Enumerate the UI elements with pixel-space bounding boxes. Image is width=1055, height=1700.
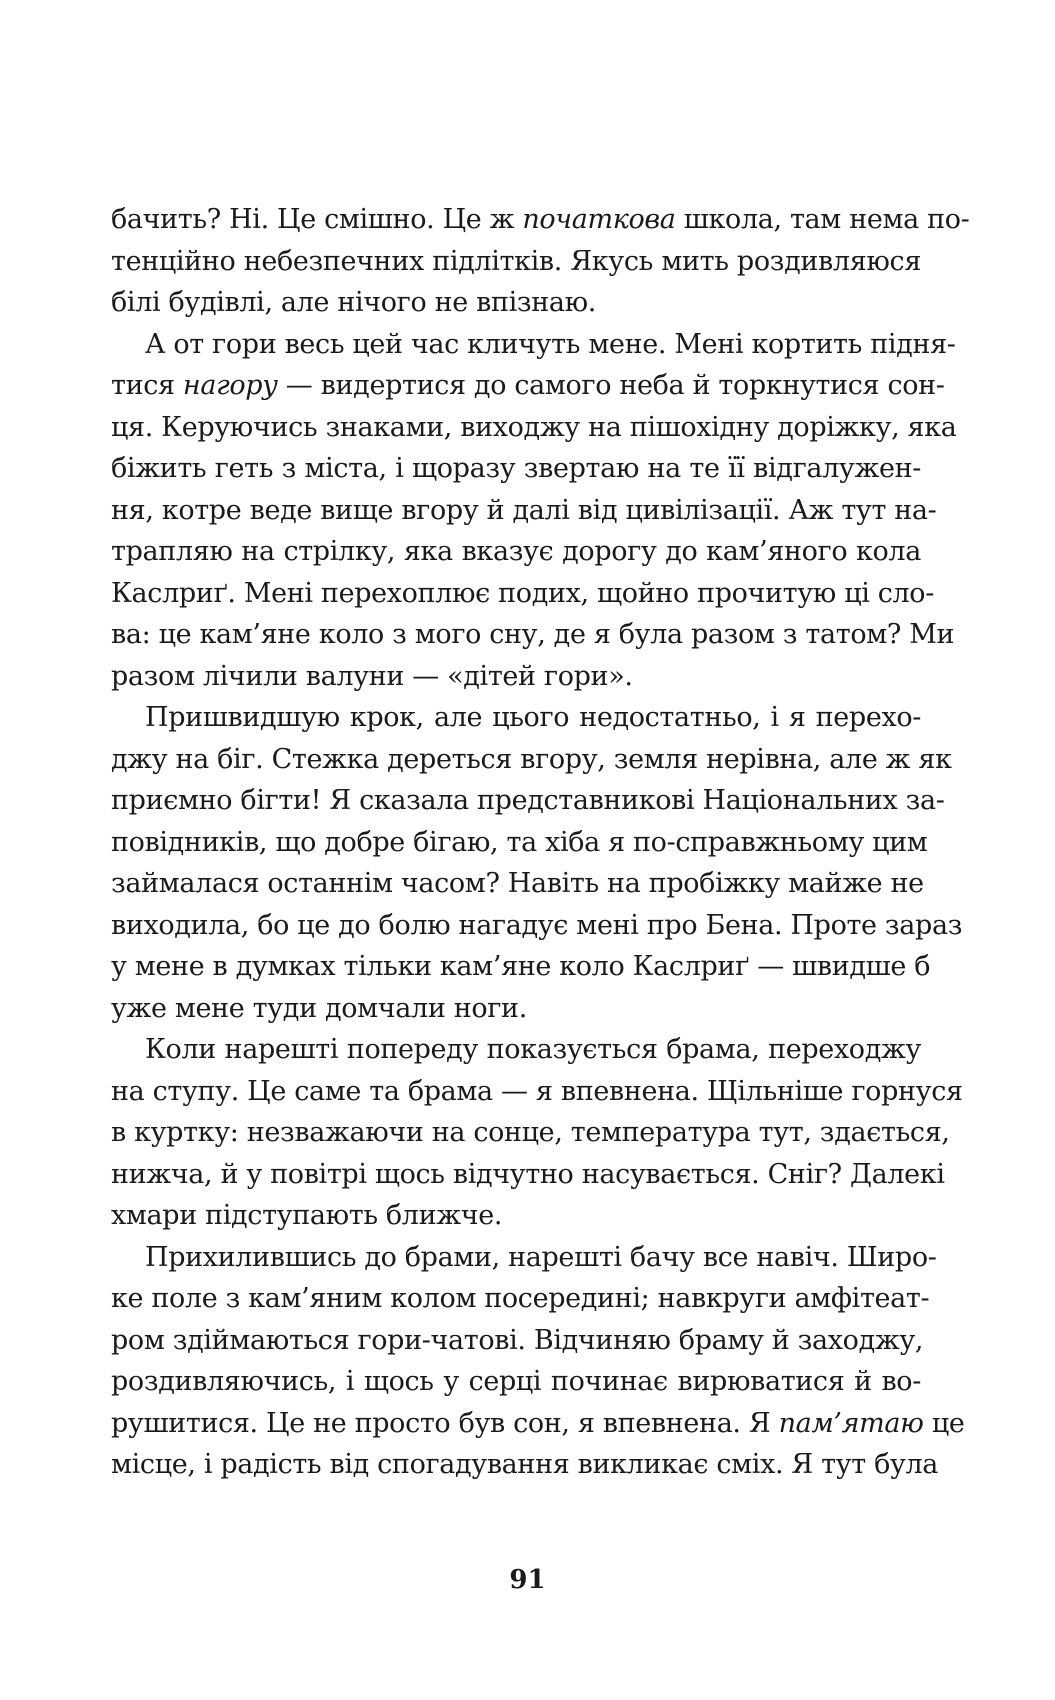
text-line <box>111 573 934 615</box>
text-line <box>111 1237 937 1279</box>
text-span: Коли нарешті попереду показується брама, переходжу <box>145 1034 921 1065</box>
text-line <box>111 1195 921 1237</box>
text-line <box>111 241 921 283</box>
text-line <box>111 531 921 573</box>
text-span: хмари підступають ближче. <box>111 1200 503 1231</box>
text-line <box>111 448 921 490</box>
paragraph <box>111 1029 963 1237</box>
text-line <box>111 946 931 988</box>
text-span: у мене в думках тільки кам’яне коло Каслриґ — швидше б <box>111 951 931 982</box>
text-line <box>111 365 945 407</box>
text-span: трапляю на стрілку, яка вказує дорогу до кам’яного кола <box>111 536 921 567</box>
text-span: Каслриґ. Мені перехоплює подих, щойно прочитую ці сло- <box>111 577 934 609</box>
text-span: займалася останнім часом? Навіть на пробіжку майже не <box>111 868 924 899</box>
text-span: Пришвидшую крок, але цього недостатньо, і я перехо- <box>145 702 921 733</box>
text-line <box>111 739 952 781</box>
text-span: ва: це кам’яне коло з мого сну, де я була разом з татом? Ми <box>111 619 955 650</box>
text-span: ром здіймаються гори-чатові. Відчиняю браму й заходжу, <box>111 1324 924 1356</box>
italic-text: початкова <box>522 204 676 235</box>
paragraph <box>111 199 970 324</box>
text-line <box>111 905 963 947</box>
text-span: приємно бігти! Я сказала представникові Національних за- <box>111 785 945 816</box>
text-span: А от гори весь цей час кличуть мене. Мені кортить підня- <box>145 328 956 360</box>
text-span: ня, котре веде вище вгору й далі від цивілізації. Аж тут на- <box>111 494 937 526</box>
text-span: школа, там нема по- <box>675 204 970 235</box>
text-span: Прихилившись до брами, нарешті бачу все навіч. Широ- <box>145 1241 937 1273</box>
text-line <box>111 1071 963 1113</box>
text-line <box>111 1112 950 1154</box>
text-line <box>111 407 957 449</box>
text-line <box>111 1361 921 1403</box>
text-span: роздивляючись, і щось у серці починає вирюватися й во- <box>111 1366 921 1397</box>
text-line <box>111 282 921 324</box>
text-span: повідників, що добре бігаю, та хіба я по-справжньому цим <box>111 826 928 858</box>
text-line <box>111 1154 945 1196</box>
text-line <box>111 324 956 366</box>
italic-text: пам’ятаю <box>778 1407 924 1439</box>
text-span: місце, і радість від спогадування викликає сміх. Я тут була <box>111 1449 939 1480</box>
text-span: виходила, бо це до болю нагадує мені про Бена. Проте зараз <box>111 909 963 941</box>
text-line <box>111 863 924 905</box>
text-line <box>111 490 937 532</box>
text-line <box>111 199 970 241</box>
text-span: в куртку: незважаючи на сонце, температура тут, здається, <box>111 1117 950 1148</box>
text-line <box>111 1403 965 1445</box>
text-line <box>111 1320 924 1362</box>
text-line <box>111 988 921 1030</box>
text-span: разом лічили валуни — «дітей гори». <box>111 660 633 692</box>
text-span: тенційно небезпечних підлітків. Якусь мить роздивляюся <box>111 245 921 277</box>
text-span: ке поле з кам’яним колом посередині; навкруги амфітеат- <box>111 1283 930 1314</box>
text-span: білі будівлі, але нічого не впізнаю. <box>111 287 597 318</box>
text-line <box>111 1444 939 1486</box>
text-line <box>111 780 945 822</box>
text-span: нижча, й у повітрі щось відчутно насувається. Сніг? Далекі <box>111 1158 945 1190</box>
text-line <box>111 614 955 656</box>
text-span: — видертися до самого неба й торкнутися сон- <box>277 370 945 401</box>
text-span: бачить? Ні. Це смішно. Це ж <box>111 204 523 235</box>
text-span: джу на біг. Стежка дереться вгору, земля нерівна, але ж як <box>111 743 952 775</box>
body-text <box>111 199 970 1486</box>
text-line <box>111 656 921 698</box>
paragraph <box>111 1237 965 1486</box>
text-span: ця. Керуючись знаками, виходжу на пішохідну доріжку, яка <box>111 411 957 443</box>
paragraph <box>111 697 963 1029</box>
text-line <box>111 697 921 739</box>
text-line <box>111 822 928 864</box>
text-line <box>111 1278 930 1320</box>
text-span: рушитися. Це не просто був сон, я впевнена. Я <box>111 1407 779 1439</box>
text-span: тися <box>111 370 183 401</box>
text-span: це <box>923 1407 965 1439</box>
text-span: на ступу. Це саме та брама — я впевнена. Щільніше горнуся <box>111 1075 963 1107</box>
page-number: 91 <box>509 1565 546 1595</box>
italic-text: нагору <box>182 370 278 401</box>
text-span: біжить геть з міста, і щоразу звертаю на те її відгалужен- <box>111 453 921 484</box>
paragraph <box>111 324 957 698</box>
text-line <box>111 1029 921 1071</box>
text-span: уже мене туди домчали ноги. <box>111 992 527 1024</box>
